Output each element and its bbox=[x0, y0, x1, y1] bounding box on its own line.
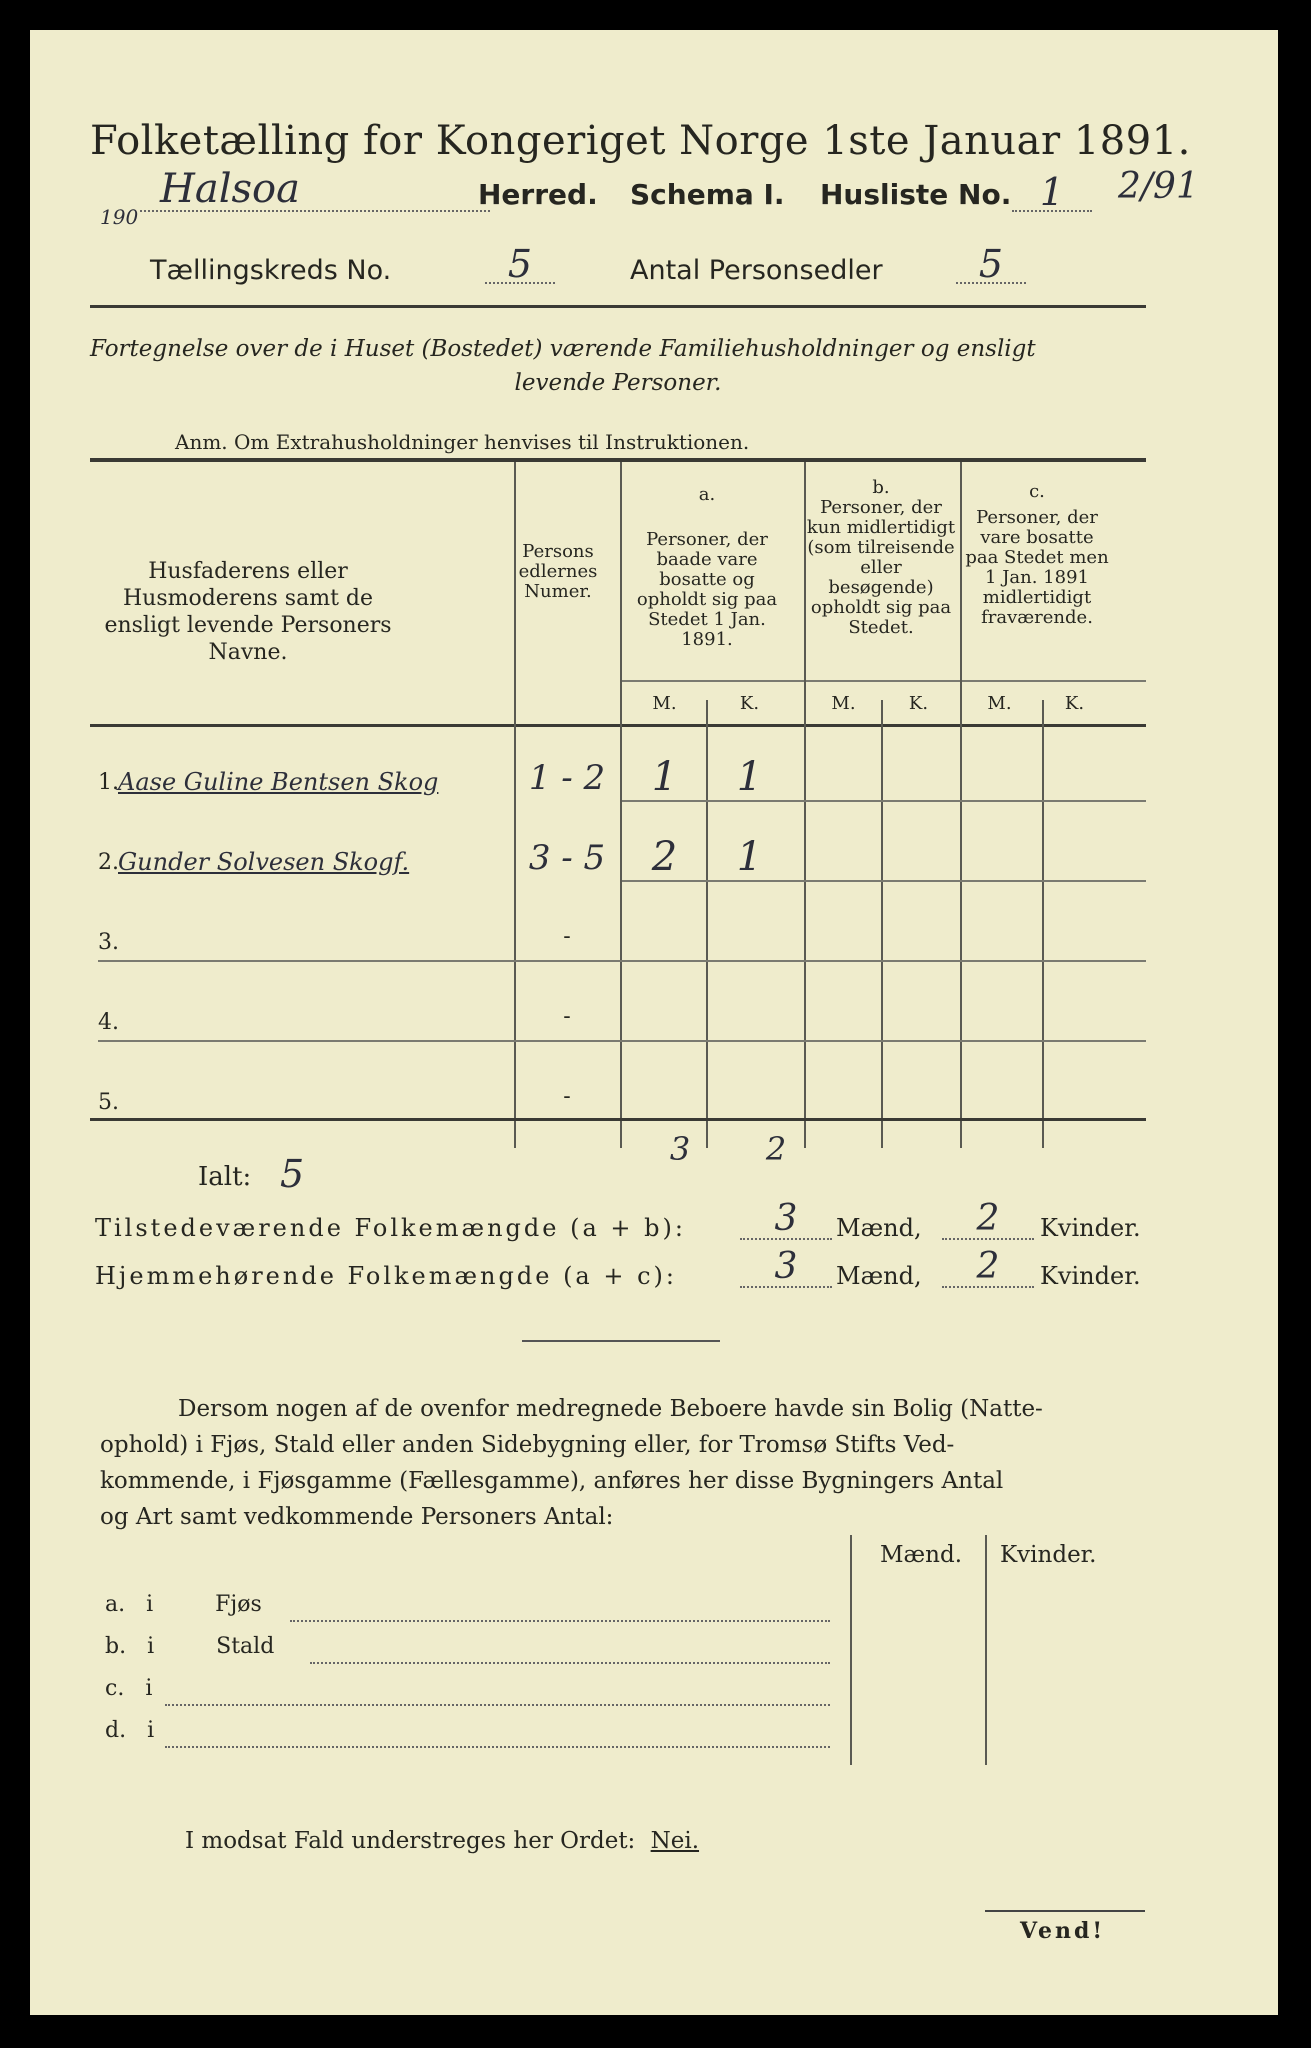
kvinder-divider bbox=[985, 1535, 987, 1765]
col-divider-5 bbox=[881, 700, 883, 1148]
col-divider-4 bbox=[804, 462, 806, 1148]
maend-column-head: Mænd. bbox=[880, 1542, 963, 1568]
header-rule bbox=[90, 305, 1146, 308]
row-2-a-k: 1 bbox=[736, 834, 763, 880]
vend-rule bbox=[985, 1910, 1145, 1912]
item-c-i: i bbox=[145, 1676, 153, 1701]
hjemme-k: 2 bbox=[942, 1246, 1034, 1288]
row-2-no: 2. bbox=[98, 850, 119, 875]
hjemme-label: Hjemmehørende Folkemængde (a + c): bbox=[95, 1262, 677, 1290]
col-header-numer: Personsedlernes Numer. bbox=[518, 541, 598, 602]
row-2-a-m: 2 bbox=[651, 834, 678, 880]
hjemme-m: 3 bbox=[740, 1246, 832, 1288]
row-2-numer: 3 - 5 bbox=[528, 838, 606, 878]
hjemme-maend: Mænd, bbox=[836, 1262, 922, 1290]
item-a bbox=[105, 1592, 845, 1617]
col-b-letter: b. bbox=[872, 477, 890, 498]
item-d-i: i bbox=[147, 1718, 155, 1743]
antal-label: Antal Personsedler bbox=[630, 255, 883, 286]
item-c bbox=[105, 1676, 152, 1701]
row-1-numer: 1 - 2 bbox=[528, 758, 606, 798]
col-divider-1 bbox=[514, 462, 516, 1148]
table-header-rule bbox=[90, 724, 1146, 727]
modsat-text bbox=[185, 1828, 699, 1854]
a-m-label: M. bbox=[652, 693, 677, 714]
intro-line-2: levende Personer. bbox=[514, 370, 722, 396]
sum-a-k: 2 bbox=[765, 1130, 787, 1168]
anm-note: Anm. Om Extrahusholdninger henvises til Instruktionen. bbox=[175, 430, 750, 454]
c-k-label: K. bbox=[1064, 693, 1085, 714]
row-3-no: 3. bbox=[98, 930, 119, 955]
maend-divider bbox=[850, 1535, 852, 1765]
para-line-3: kommende, i Fjøsgamme (Fællesgamme), anføres her disse Bygningers Antal bbox=[100, 1468, 1004, 1494]
section-divider bbox=[522, 1340, 720, 1342]
mk-header-rule bbox=[622, 680, 1146, 682]
kreds-value: 5 bbox=[485, 242, 555, 284]
row-3-rule bbox=[98, 960, 1146, 962]
b-m-label: M. bbox=[831, 693, 856, 714]
para-line-1: Dersom nogen af de ovenfor medregnede Beboere havde sin Bolig (Natte- bbox=[178, 1396, 1043, 1422]
item-c-letter: c. bbox=[105, 1676, 125, 1701]
row-2-name: Gunder Solvesen Skogf. bbox=[118, 848, 410, 876]
tilstede-k: 2 bbox=[942, 1198, 1034, 1240]
sum-a-m: 3 bbox=[669, 1130, 691, 1168]
item-a-i: i bbox=[146, 1592, 154, 1617]
item-b-letter: b. bbox=[105, 1634, 127, 1659]
col-divider-6 bbox=[960, 462, 962, 1148]
tilstede-kvinder: Kvinder. bbox=[1040, 1214, 1141, 1242]
modsat-label: I modsat Fald understreges her Ordet: bbox=[185, 1828, 636, 1854]
row-1-name: Aase Guline Bentsen Skog bbox=[118, 768, 439, 796]
nei-word: Nei. bbox=[650, 1828, 700, 1854]
row-5-no: 5. bbox=[98, 1090, 119, 1115]
tilstede-m: 3 bbox=[740, 1198, 832, 1240]
item-b-dots bbox=[310, 1662, 830, 1664]
row-4-rule bbox=[98, 1040, 1146, 1042]
intro-line-1: Fortegnelse over de i Huset (Bostedet) værende Familiehusholdninger og ensligt bbox=[90, 336, 1036, 362]
col-header-c: Personer, der vare bosatte paa Stedet men 1 Jan. 1891 midlertidigt fraværende. bbox=[965, 507, 1109, 628]
tilstede-label: Tilstedeværende Folkemængde (a + b): bbox=[95, 1214, 686, 1242]
item-b-i: i bbox=[147, 1634, 155, 1659]
row-1-rule bbox=[622, 800, 1146, 802]
col-a-letter: a. bbox=[698, 484, 716, 505]
schema-label: Schema I. bbox=[630, 178, 785, 211]
vend-label: Vend! bbox=[1020, 1918, 1106, 1944]
item-b-label: Stald bbox=[216, 1634, 275, 1659]
row-1-a-m: 1 bbox=[651, 754, 678, 800]
row-3-numer: - bbox=[563, 924, 571, 949]
row-2-rule bbox=[622, 880, 1146, 882]
antal-value: 5 bbox=[956, 242, 1026, 284]
para-line-2: ophold) i Fjøs, Stald eller anden Sidebygning eller, for Tromsø Stifts Ved- bbox=[100, 1432, 955, 1458]
item-a-label: Fjøs bbox=[215, 1592, 262, 1617]
item-a-letter: a. bbox=[105, 1592, 126, 1617]
item-d bbox=[105, 1718, 154, 1743]
row-4-numer: - bbox=[563, 1004, 571, 1029]
husliste-note: 2/91 bbox=[1118, 166, 1199, 207]
item-c-dots bbox=[165, 1704, 830, 1706]
row-1-a-k: 1 bbox=[736, 754, 763, 800]
col-divider-2 bbox=[620, 462, 622, 1148]
tilstede-maend: Mænd, bbox=[836, 1214, 922, 1242]
item-b bbox=[105, 1634, 845, 1659]
table-top-rule bbox=[90, 458, 1146, 462]
row-5-numer: - bbox=[563, 1084, 571, 1109]
b-k-label: K. bbox=[908, 693, 929, 714]
herred-label: Herred. bbox=[478, 178, 598, 211]
col-divider-7 bbox=[1042, 700, 1044, 1148]
col-c-letter: c. bbox=[1029, 481, 1045, 502]
item-d-letter: d. bbox=[105, 1718, 127, 1743]
husliste-value: 1 bbox=[1012, 170, 1092, 212]
census-form-page bbox=[30, 30, 1278, 2015]
table-bottom-rule bbox=[90, 1118, 1146, 1121]
c-m-label: M. bbox=[987, 693, 1012, 714]
herred-value: Halsoa bbox=[140, 166, 490, 212]
ialt-value: 5 bbox=[280, 1152, 305, 1196]
kvinder-column-head: Kvinder. bbox=[1000, 1542, 1097, 1568]
row-1-no: 1. bbox=[98, 770, 119, 795]
a-k-label: K. bbox=[739, 693, 760, 714]
ialt-label: Ialt: bbox=[198, 1162, 252, 1192]
row-4-no: 4. bbox=[98, 1010, 119, 1035]
col-header-names: Husfaderens eller Husmoderens samt de ensligt levende Personers Navne. bbox=[104, 559, 392, 665]
item-d-dots bbox=[165, 1746, 830, 1748]
hjemme-kvinder: Kvinder. bbox=[1040, 1262, 1141, 1290]
col-header-a: Personer, der baade vare bosatte og opholdt sig paa Stedet 1 Jan. 1891. bbox=[636, 529, 778, 650]
husliste-label: Husliste No. bbox=[820, 178, 1012, 211]
col-header-b: Personer, der kun midlertidigt (som tilreisende eller besøgende) opholdt sig paa Stedet. bbox=[806, 497, 956, 638]
form-title: Folketælling for Kongeriget Norge 1ste Januar 1891. bbox=[90, 118, 1191, 164]
kreds-label: Tællingskreds No. bbox=[150, 255, 392, 286]
item-a-dots bbox=[290, 1620, 830, 1622]
corner-note: 190 bbox=[100, 205, 139, 229]
para-line-4: og Art samt vedkommende Personers Antal: bbox=[100, 1504, 614, 1530]
